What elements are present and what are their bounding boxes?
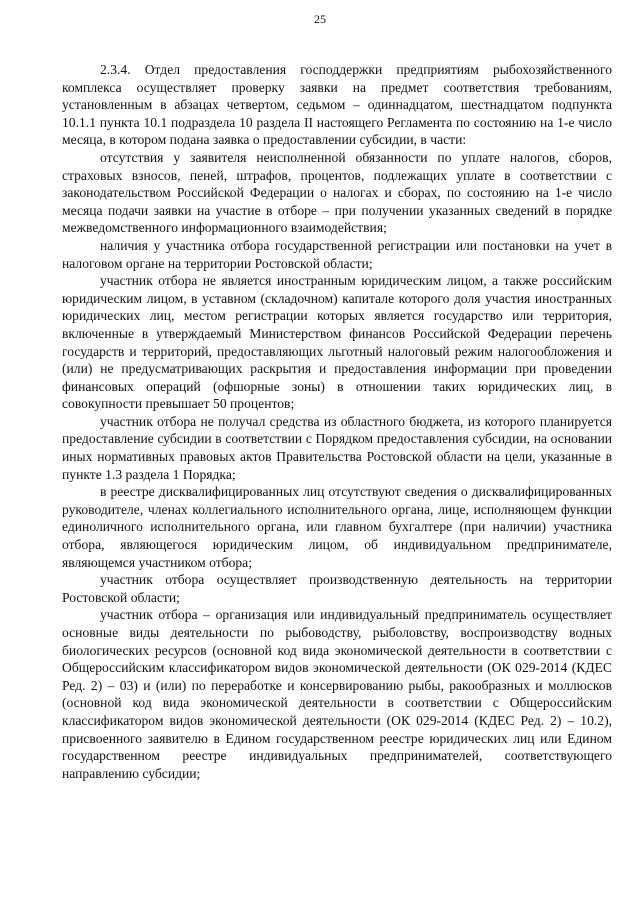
paragraph-disqualified-registry: в реестре дисквалифицированных лиц отсутствуют сведения о дисквалифицированных руководителе, членах коллегиального исполнительного органа, лице, исполняющем функции единоличного исполнительного органа, или главном бухгалтере (при наличии) участника отбора, являющегося юридическим лицом, об индивидуальном предпринимателе, являющемся участником отбора; bbox=[62, 484, 612, 570]
paragraph-registration: наличия у участника отбора государственной регистрации или постановки на учет в налоговом органе на территории Ростовской области; bbox=[62, 237, 612, 271]
paragraph-production-activity: участник отбора осуществляет производственную деятельность на территории Ростовской области; bbox=[62, 572, 612, 605]
page-number: 25 bbox=[314, 12, 326, 26]
paragraph-tax-debt: отсутствия у заявителя неисполненной обязанности по уплате налогов, сборов, страховых взносов, пеней, штрафов, процентов, подлежащих уплате в соответствии с законодательством Российской Федерации о налогах и сборах, по состоянию на 1-е число месяца подачи заявки на участие в отборе – при получении указанных сведений в порядке межведомственного информационного взаимодействия; bbox=[62, 149, 612, 236]
paragraph-regional-budget: участник отбора не получал средства из областного бюджета, из которого планируется предоставление субсидии в соответствии с Порядком предоставления субсидии, на основании иных нормативных правовых актов Правительства Ростовской области на цели, указанные в пункте 1.3 раздела 1 Порядка; bbox=[62, 413, 612, 482]
paragraph-2-3-4-intro: 2.3.4. Отдел предоставления господдержки предприятиям рыбохозяйственного комплекса осуществляет проверку заявки на предмет соответствия требованиям, установленным в абзацах четвертом, седьмом – одиннадцатом, шестнадцатом подпункта 10.1.1 пункта 10.1 подраздела 10 раздела II настоящего Регламента по состоянию на 1-е число месяца, в котором подана заявка о предоставлении субсидии, в части: bbox=[62, 62, 612, 148]
paragraph-activity-codes: участник отбора – организация или индивидуальный предприниматель осуществляет основные виды деятельности по рыбоводству, рыболовству, воспроизводству водных биологических ресурсов (основной код вида экономической деятельности в соответствии с Общероссийским классификатором видов экономической деятельности (ОК 029-2014 (КДЕС Ред. 2) – 03) и (или) по переработке и консервированию рыбы, ракообразных и моллюсков (основной код вида экономической деятельности в соответствии с Общероссийским классификатором видов экономической деятельности (ОК 029-2014 (КДЕС Ред. 2) – 10.2), присвоенного заявителю в Едином государственном реестре юридических лиц или Едином государственном реестре индивидуальных предпринимателей, соответствующего направлению субсидии; bbox=[62, 607, 612, 781]
document-body bbox=[62, 61, 612, 782]
paragraph-foreign-entity: участник отбора не является иностранным юридическим лицом, а также российским юридическим лицом, в уставном (складочном) капитале которого доля участия иностранных юридических лиц, местом регистрации которых является государство или территория, включенные в утверждаемый Министерством финансов Российской Федерации перечень государств и территорий, предоставляющих льготный налоговый режим налогообложения и (или) не предусматривающих раскрытия и предоставления информации при проведении финансовых операций (офшорные зоны) в отношении таких юридических лиц, в совокупности превышает 50 процентов; bbox=[62, 273, 612, 412]
